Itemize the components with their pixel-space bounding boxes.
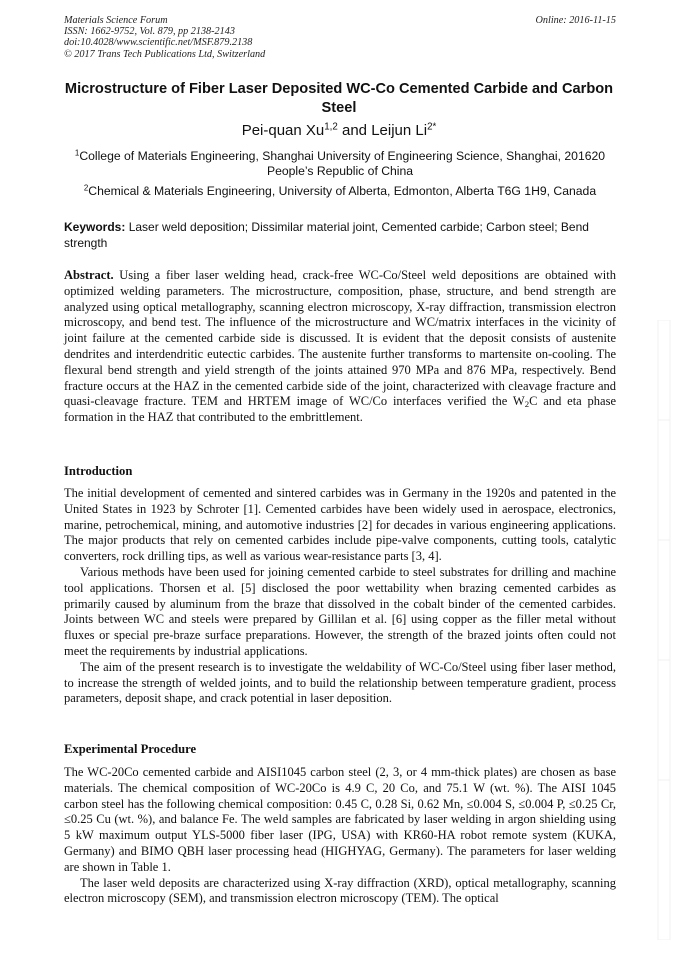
affiliation-mark: 2: [83, 183, 89, 193]
abstract-label: Abstract.: [64, 268, 114, 282]
experimental-section: [64, 765, 616, 907]
abstract: [64, 268, 616, 426]
author-line: [60, 122, 618, 140]
affiliation-text: Chemical & Materials Engineering, University of Alberta, Edmonton, Alberta T6G 1H9, Canada: [88, 184, 597, 198]
paragraph: The WC-20Co cemented carbide and AISI1045 carbon steel (2, 3, or 4 mm-thick plates) are chosen as base materials. The chemical composition of WC-20Co is 4.9 C, 20 Co, and 75.1 W (wt. %). The AISI 1045 carbon steel has the following chemical composition: 0.45 C, 0.28 Si, 0.62 Mn, ≤0.004 S, ≤0.004 P, ≤0.25 Cr, ≤0.25 Cu (wt. %), and balance Fe. The weld samples are fabricated by laser welding in argon shielding using 5 kW maximum output YLS-5000 fiber laser (IPG, USA) with KR60-HA robot remote system (KUKA, Germany) and BIMO QBH laser processing head (HIGHYAG, Germany). The parameters for laser welding are shown in Table 1.: [64, 765, 616, 874]
abstract-text: Using a fiber laser welding head, crack-free WC-Co/Steel weld depositions are obtained with optimized welding parameters. The microstructure, composition, phase, structure, and bend strength are analyzed using optical metallography, scanning electron microscopy, X-ray diffraction, transmission electron microscopy, and bend test. The influence of the microstructure and WC/matrix interfaces in the vicinity of joint failure at the cemented carbide side is discussed. It is evident that the deposit consists of austenite dendrites and interdendritic eutectic carbides. The austenite further transforms to martensite on-cooling. The flexural bend strength and yield strength of the joints attained 970 MPa and 876 MPa, respectively. Bend fracture occurs at the HAZ in the cemented carbide side of the joint, characterized with cleavage fracture and quasi-cleavage fracture. TEM and HRTEM image of WC/Co interfaces verified the W: [64, 268, 616, 409]
affiliation-text: College of Materials Engineering, Shanghai University of Engineering Science, Shanghai, 201620 People’s Republic of China: [79, 149, 606, 178]
section-heading-experimental: Experimental Procedure: [64, 742, 197, 756]
paragraph: Various methods have been used for joining cemented carbide to steel substrates for drilling and machine tool applications. Thorsen et al. [5] disclosed the poor wettability when brazing cemented carbides as primarily caused by aluminum from the braze that dissolved in the cobalt binder of the cemented carbides. Joints between WC and steels were prepared by Gillilan et al. [6] using copper as the filler metal without fluxes or special pre-braze surface preparations. However, the strength of the brazed joints often could not meet the requirements by industrial applications.: [64, 564, 616, 658]
keywords: [64, 220, 616, 251]
affiliation-2: [64, 184, 616, 199]
affiliation-mark: 1: [74, 148, 80, 158]
paragraph: The aim of the present research is to investigate the weldability of WC-Co/Steel using fiber laser method, to increase the strength of welded joints, and to build the relationship between temperature gradient, process parameters, deposit shape, and crack potential in laser deposition.: [64, 659, 616, 706]
journal-issn: ISSN: 1662-9752, Vol. 879, pp 2138-2143: [64, 26, 235, 38]
author-name: Leijun Li: [371, 122, 428, 139]
paragraph: The initial development of cemented and sintered carbides was in Germany in the 1920s and patented in the United States in 1923 by Schroter [1]. Cemented carbides have been widely used in aerospace, electronics, marine, petrochemical, mining, and automotive industries [2] for decades in various engineering applications. The major products that rely on cemented carbides include pipe-valve components, cutting tools, catalytic converters, rock drilling tips, as well as various wear-resistance parts [3, 4].: [64, 486, 616, 564]
paper-title: Microstructure of Fiber Laser Deposited WC-Co Cemented Carbide and Carbon Steel: [64, 81, 614, 116]
author-conjunction: and: [337, 122, 372, 139]
journal-header: [64, 15, 616, 60]
online-date: Online: 2016-11-15: [535, 15, 616, 26]
introduction-section: [64, 486, 616, 707]
section-heading-introduction: Introduction: [64, 464, 133, 478]
journal-doi: doi:10.4028/www.scientific.net/MSF.879.2138: [64, 37, 253, 49]
author-affiliation-mark: 1,2: [324, 121, 338, 133]
journal-copyright: © 2017 Trans Tech Publications Ltd, Switzerland: [64, 48, 266, 60]
journal-name: Materials Science Forum: [64, 15, 168, 26]
abstract-text-end: C and eta phase formation in the HAZ that contributed to the embrittlement.: [64, 394, 616, 425]
affiliation-1: [64, 149, 616, 179]
author-name: Pei-quan Xu: [241, 122, 325, 139]
author-affiliation-mark: 2*: [427, 121, 437, 133]
paragraph: The laser weld deposits are characterized using X-ray diffraction (XRD), optical metallography, scanning electron microscopy (SEM), and transmission electron microscopy (TEM). The optical: [64, 875, 616, 906]
watermark-pattern: [656, 320, 672, 940]
keywords-text: Laser weld deposition; Dissimilar material joint, Cemented carbide; Carbon steel; Bend strength: [64, 220, 589, 250]
keywords-label: Keywords:: [64, 220, 126, 234]
subscript: 2: [524, 399, 530, 410]
